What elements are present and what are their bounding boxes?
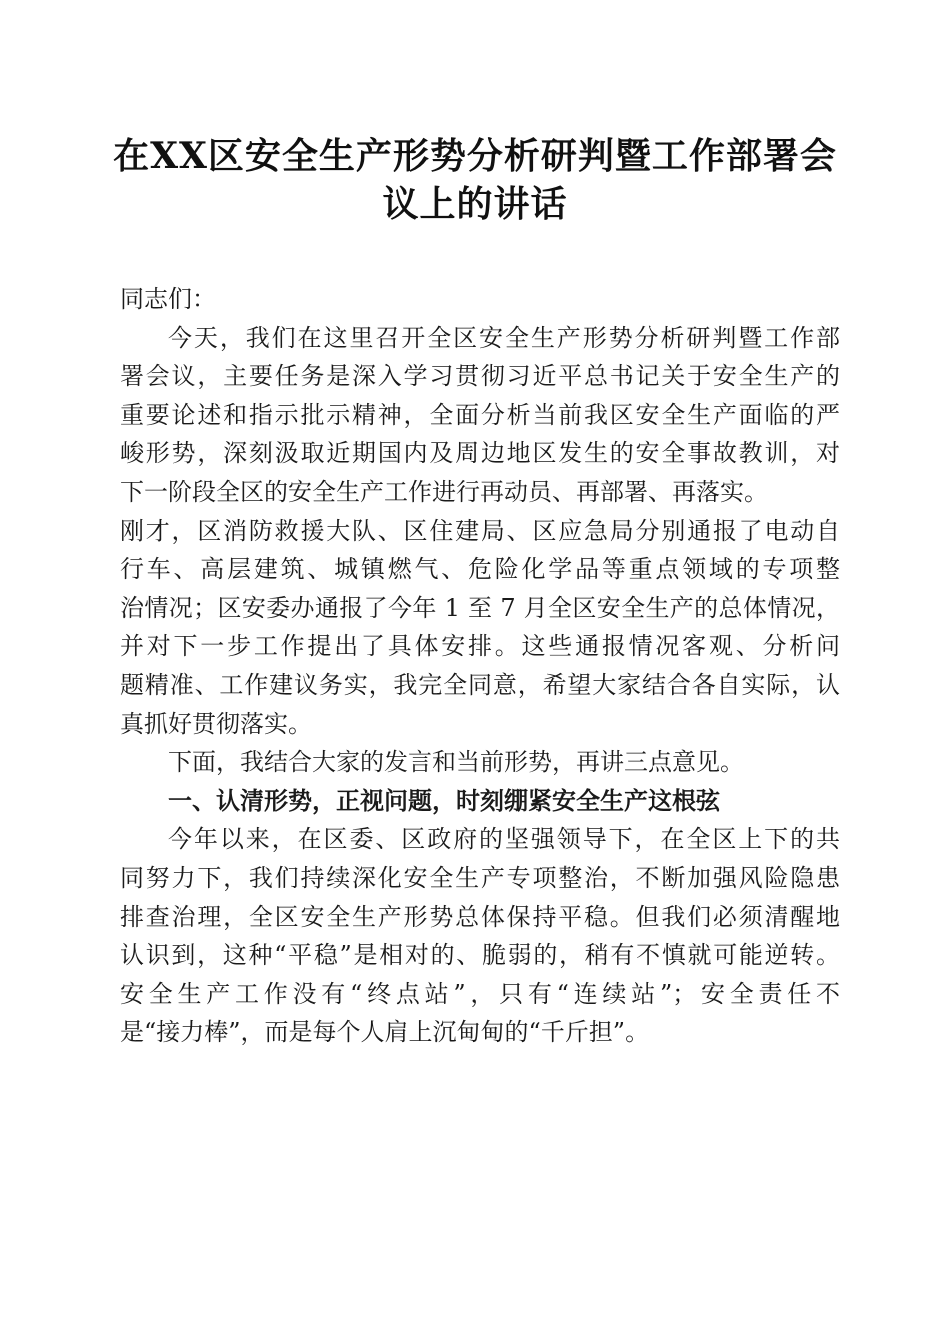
paragraph-line: 安全生产工作没有“终点站”，只有“连续站”；安全责任不 bbox=[120, 979, 840, 1008]
paragraph-line: 认识到，这种“平稳”是相对的、脆弱的，稍有不慎就可能逆转。 bbox=[120, 941, 840, 970]
paragraph-line: 同努力下，我们持续深化安全生产专项整治，不断加强风险隐患 bbox=[120, 863, 840, 892]
paragraph-line: 今天，我们在这里召开全区安全生产形势分析研判暨工作部 bbox=[168, 323, 840, 352]
paragraph-section-1 bbox=[120, 820, 840, 1052]
paragraph-line: 并对下一步工作提出了具体安排。这些通报情况客观、分析问 bbox=[120, 632, 840, 661]
title-line-1: 在XX区安全生产形势分析研判暨工作部署会 bbox=[113, 135, 837, 177]
paragraph-line: 是“接力棒”，而是每个人肩上沉甸甸的“千斤担”。 bbox=[120, 1018, 650, 1047]
paragraph-line: 刚才，区消防救援大队、区住建局、区应急局分别通报了电动自 bbox=[120, 516, 840, 545]
paragraph-line: 下一阶段全区的安全生产工作进行再动员、再部署、再落实。 bbox=[120, 477, 768, 506]
document-body bbox=[120, 280, 840, 1052]
document-title bbox=[100, 132, 850, 228]
paragraph-line: 真抓好贯彻落实。 bbox=[120, 709, 312, 738]
paragraph-line: 今年以来，在区委、区政府的坚强领导下，在全区上下的共 bbox=[168, 825, 840, 854]
paragraph-line: 排查治理，全区安全生产形势总体保持平稳。但我们必须清醒地 bbox=[120, 902, 840, 931]
section-heading-1: 一、认清形势，正视问题，时刻绷紧安全生产这根弦 bbox=[168, 786, 720, 815]
paragraph-transition: 下面，我结合大家的发言和当前形势，再讲三点意见。 bbox=[168, 748, 744, 777]
title-line-2: 议上的讲话 bbox=[382, 183, 568, 225]
salutation: 同志们： bbox=[120, 285, 216, 313]
paragraph-opening bbox=[120, 319, 840, 744]
paragraph-line: 治情况；区安委办通报了今年 1 至 7 月全区安全生产的总体情况， bbox=[120, 593, 840, 622]
paragraph-line: 署会议，主要任务是深入学习贯彻习近平总书记关于安全生产的 bbox=[120, 362, 840, 391]
paragraph-line: 行车、高层建筑、城镇燃气、危险化学品等重点领域的专项整 bbox=[120, 555, 840, 584]
paragraph-line: 题精准、工作建议务实，我完全同意，希望大家结合各自实际，认 bbox=[120, 670, 840, 699]
paragraph-line: 重要论述和指示批示精神，全面分析当前我区安全生产面临的严 bbox=[120, 400, 840, 429]
paragraph-line: 峻形势，深刻汲取近期国内及周边地区发生的安全事故教训，对 bbox=[120, 439, 840, 468]
